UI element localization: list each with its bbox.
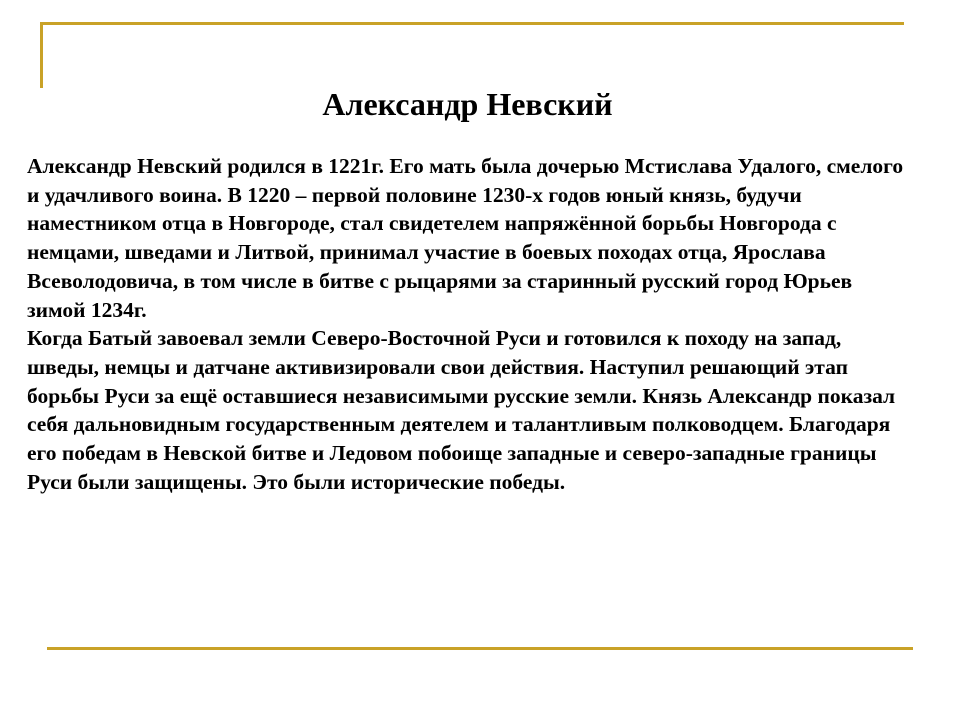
bottom-decorative-rule [47,647,913,650]
left-decorative-rule [40,22,43,88]
slide-title: Александр Невский [322,86,613,122]
paragraph-birth-and-youth: Александр Невский родился в 1221г. Его мать была дочерью Мстислава Удалого, смелого и удачливого воина. В 1220 – первой половине 1230-х годов юный князь, будучи наместником отца в Новгороде, стал свидетелем напряжённой борьбы Новгорода с немцами, шведами и Литвой, принимал участие в боевых походах отца, Ярослава Всеволодовича, в том числе в битве с рыцарями за старинный русский город Юрьев зимой 1234г. [27,154,904,322]
paragraph-victories: Когда Батый завоевал земли Северо-Восточной Руси и готовился к походу на запад, шведы, немцы и датчане активизировали свои действия. Наступил решающий этап борьбы Руси за ещё оставшиеся независимыми русские земли. Князь Александр показал себя дальновидным государственным деятелем и талантливым полководцем. Благодаря его победам в Невской битве и Ледовом побоище западные и северо-западные границы Руси были защищены. Это были исторические победы. [27,326,896,494]
slide-body [27,152,907,496]
top-decorative-rule [40,22,904,25]
